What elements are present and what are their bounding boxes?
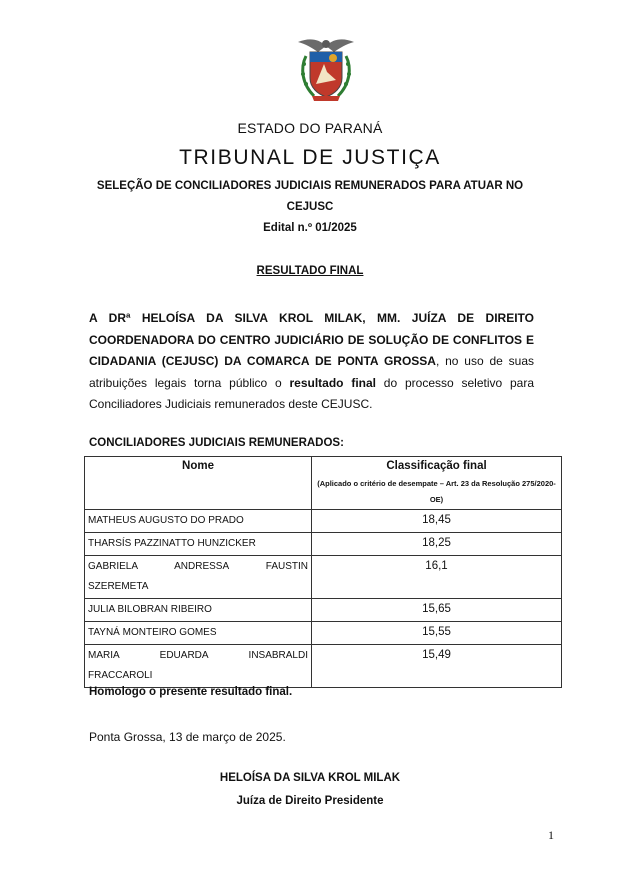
candidate-score: 18,45 xyxy=(312,510,562,533)
candidate-name xyxy=(85,645,312,688)
candidate-score: 15,65 xyxy=(312,599,562,622)
result-heading: RESULTADO FINAL xyxy=(256,265,364,277)
parana-coat-of-arms-icon xyxy=(294,34,358,104)
homologation-text: Homologo o presente resultado final. xyxy=(89,686,293,698)
table-row xyxy=(85,556,562,599)
score-column-header xyxy=(312,457,562,510)
candidate-name-line1: MARIA EDUARDA INSABRALDI xyxy=(88,650,308,661)
intro-result-word: resultado final xyxy=(289,375,376,390)
selection-title-line2: CEJUSC xyxy=(286,201,334,213)
candidate-name: JULIA BILOBRAN RIBEIRO xyxy=(85,599,312,622)
candidate-name: TAYNÁ MONTEIRO GOMES xyxy=(85,622,312,645)
candidate-score: 15,55 xyxy=(312,622,562,645)
page-number: 1 xyxy=(548,828,554,842)
score-column-title: Classificação final xyxy=(386,460,487,472)
table-row xyxy=(85,599,562,622)
candidate-name-line2: FRACCAROLI xyxy=(88,670,153,681)
court-title: TRIBUNAL DE JUSTIÇA xyxy=(179,146,441,169)
candidate-score: 16,1 xyxy=(312,556,562,599)
intro-text-2: do processo seletivo para Conciliadores Judiciais remunerados deste CEJUSC. xyxy=(89,375,534,411)
table-row xyxy=(85,622,562,645)
candidate-name: MATHEUS AUGUSTO DO PRADO xyxy=(85,510,312,533)
results-table xyxy=(84,456,562,688)
state-title: ESTADO DO PARANÁ xyxy=(237,120,383,136)
table-row xyxy=(85,533,562,556)
candidate-name xyxy=(85,556,312,599)
candidate-score: 18,25 xyxy=(312,533,562,556)
candidate-name: THARSÍS PAZZINATTO HUNZICKER xyxy=(85,533,312,556)
tiebreak-note: (Aplicado o critério de desempate – Art. 23 da Resolução 275/2020-OE) xyxy=(317,479,556,504)
table-header-row xyxy=(85,457,562,510)
selection-title-line1: SELEÇÃO DE CONCILIADORES JUDICIAIS REMUNERADOS PARA ATUAR NO xyxy=(96,180,524,192)
candidate-name-line1: GABRIELA ANDRESSA FAUSTIN xyxy=(88,561,308,572)
place-date: Ponta Grossa, 13 de março de 2025. xyxy=(89,730,286,744)
candidate-score: 15,49 xyxy=(312,645,562,688)
intro-bold-part: A DRª HELOÍSA DA SILVA KROL MILAK, MM. JUÍZA DE DIREITO COORDENADORA DO CENTRO JUDICIÁRIO DE SOLUÇÃO DE CONFLITOS E CIDADANIA (CEJUSC) DA COMARCA DE PONTA GROSSA xyxy=(89,311,534,368)
table-row xyxy=(85,510,562,533)
intro-paragraph xyxy=(89,308,534,416)
table-row xyxy=(85,645,562,688)
intro-text-1: , no uso de suas atribuições legais torna público o xyxy=(89,354,534,390)
section-title: CONCILIADORES JUDICIAIS REMUNERADOS: xyxy=(89,437,344,449)
candidate-name-line2: SZEREMETA xyxy=(88,581,149,592)
signer-role: Juíza de Direito Presidente xyxy=(236,795,384,807)
signer-name: HELOÍSA DA SILVA KROL MILAK xyxy=(219,772,401,784)
edital-number: Edital n.º 01/2025 xyxy=(263,222,357,234)
name-column-header: Nome xyxy=(85,457,312,510)
